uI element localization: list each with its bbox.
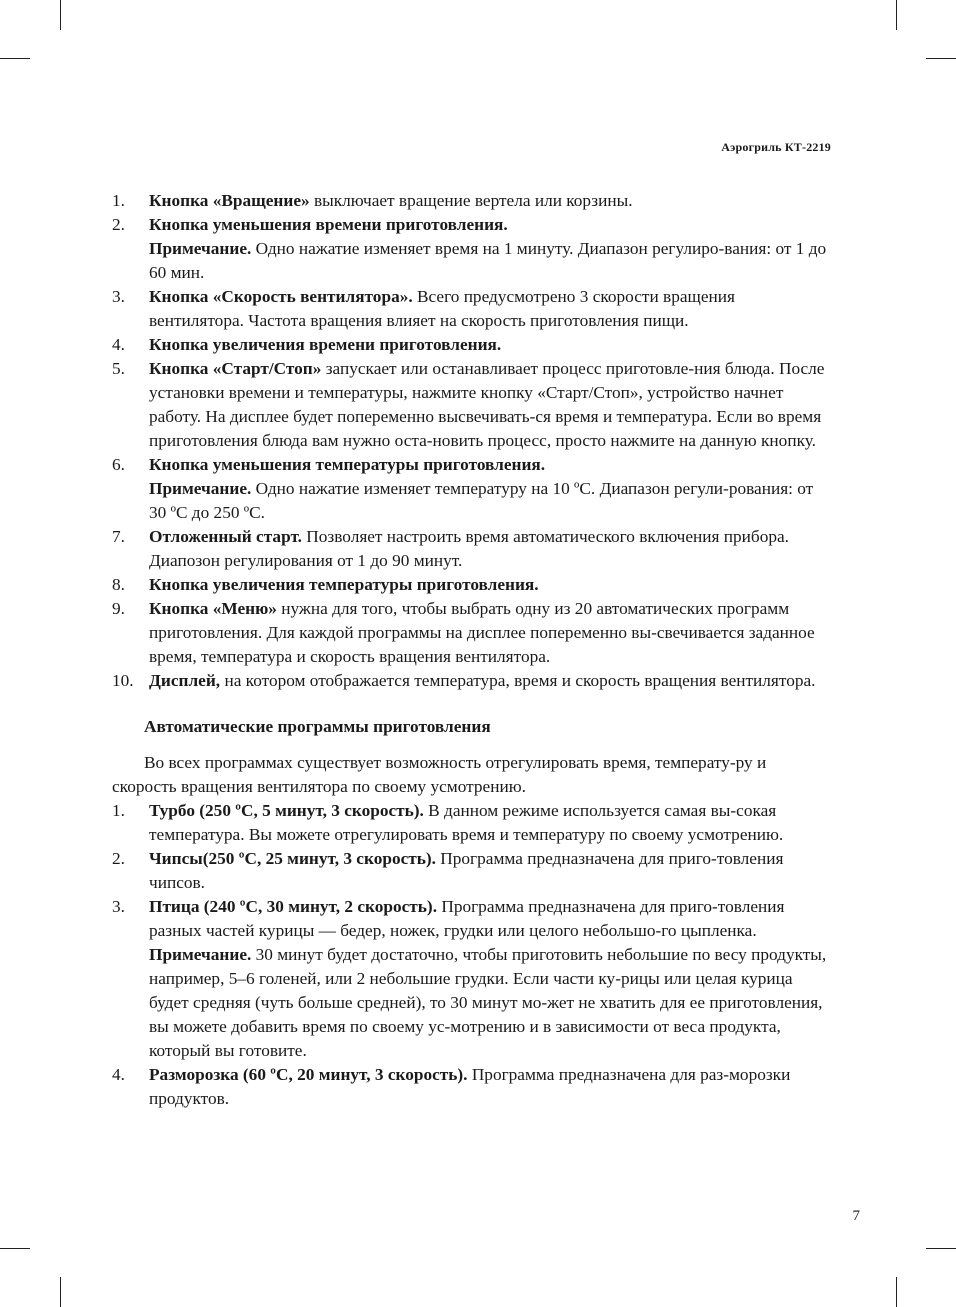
list-item-paragraph [149,189,832,213]
list-item-body [149,213,832,285]
list-item-number: 9. [112,599,125,618]
list-item [112,573,832,597]
list-item-heading: Кнопка «Старт/Стоп» [149,359,322,378]
list-item-text: Всего предусмотрено 3 скорости вращения вентилятора. Частота вращения влияет на скорость приготовления пищи. [149,287,735,330]
list-item-paragraph [149,1063,832,1111]
page-number: 7 [852,1208,860,1224]
note-text: 30 минут будет достаточно, чтобы приготовить небольшие по весу продукты, например, 5–6 голеней, или 2 небольшие грудки. Если части ку-рицы или целая курица будет средняя (чуть больше средней), то 30 минут мо-жет не хватить для ее приготовления, вы можете добавить время по своему ус-мотрению и в зависимости от веса продукта, который вы готовите. [149,945,827,1060]
list-item-paragraph [149,573,832,597]
list-item-number: 3. [112,287,125,306]
list-item-body [149,333,832,357]
note-paragraph [149,237,832,285]
list-item-number: 1. [112,191,125,210]
list-item [112,847,832,895]
list-item-heading: Кнопка увеличения времени приготовления. [149,335,502,354]
list-item-heading: Кнопка уменьшения времени приготовления. [149,215,508,234]
crop-mark [926,1248,956,1249]
list-item-paragraph [149,847,832,895]
list-item-paragraph [149,895,832,943]
list-item-paragraph [149,525,832,573]
list-item [112,333,832,357]
list-item [112,189,832,213]
list-item [112,597,832,669]
list-item-body [149,799,832,847]
list-item-number: 4. [112,1065,125,1084]
list-item-body [149,1063,832,1111]
list-item-heading: Турбо (250 ºС, 5 минут, 3 скорость). [149,801,424,820]
list-item [112,285,832,333]
list-item-body [149,453,832,525]
list-item-heading: Чипсы(250 ºС, 25 минут, 3 скорость). [149,849,436,868]
note-paragraph [149,943,832,1063]
list-item [112,453,832,525]
list-item-text: Программа предназначена для приго-товления чипсов. [149,849,784,892]
list-item-body [149,895,832,1063]
list-item-number: 5. [112,359,125,378]
crop-mark [896,1277,897,1307]
list-item-number: 3. [112,897,125,916]
list-item-heading: Кнопка «Меню» [149,599,277,618]
running-header: Аэрогриль КТ-2219 [721,140,831,154]
list-item-number: 1. [112,801,125,820]
programs-list [112,799,832,1111]
list-item-text: Программа предназначена для раз-морозки продуктов. [149,1065,791,1108]
list-item-paragraph [149,285,832,333]
list-item-body [149,573,832,597]
note-text: Одно нажатие изменяет время на 1 минуту. Диапазон регулиро-вания: от 1 до 60 мин. [149,239,827,282]
list-item-paragraph [149,799,832,847]
list-item [112,799,832,847]
crop-mark [0,1248,30,1249]
list-item-number: 2. [112,849,125,868]
note-label: Примечание. [149,479,252,498]
list-item-body [149,357,832,453]
list-item-paragraph [149,357,832,453]
list-item-paragraph [149,213,832,237]
note-text: Одно нажатие изменяет температуру на 10 ºС. Диапазон регули-рования: от 30 ºС до 250 ºС. [149,479,814,522]
list-item-text: на котором отображается температура, время и скорость вращения вентилятора. [220,671,816,690]
list-item-number: 7. [112,527,125,546]
list-item-text: Программа предназначена для приго-товления разных частей курицы — бедер, ножек, грудки или целого небольшо-го цыпленка. [149,897,785,940]
crop-mark [926,58,956,59]
list-item [112,213,832,285]
crop-mark [896,0,897,30]
list-item-heading: Кнопка «Скорость вентилятора». [149,287,413,306]
note-label: Примечание. [149,239,252,258]
list-item-number: 8. [112,575,125,594]
controls-list [112,189,832,693]
crop-mark [60,1277,61,1307]
list-item [112,669,832,693]
crop-mark [0,58,30,59]
list-item-body [149,285,832,333]
list-item-body [149,189,832,213]
list-item [112,357,832,453]
list-item-paragraph [149,669,832,693]
list-item-body [149,669,832,693]
list-item-number: 2. [112,215,125,234]
section-title: Автоматические программы приготовления [144,717,491,736]
crop-mark [60,0,61,30]
list-item [112,1063,832,1111]
page-content [112,189,832,1111]
list-item-number: 4. [112,335,125,354]
list-item-heading: Кнопка уменьшения температуры приготовления. [149,455,546,474]
note-paragraph [149,477,832,525]
list-item-text: нужна для того, чтобы выбрать одну из 20 автоматических программ приготовления. Для каждой программы на дисплее попеременно вы-свечивается заданное время, температура и скорость вращения вентилятора. [149,599,815,666]
list-item-number: 10. [112,671,134,690]
list-item-body [149,525,832,573]
note-label: Примечание. [149,945,252,964]
list-item-number: 6. [112,455,125,474]
intro-paragraph: Во всех программах существует возможность отрегулировать время, температу-ру и скорость вращения вентилятора по своему усмотрению. [112,753,767,796]
list-item-heading: Кнопка «Вращение» [149,191,310,210]
list-item-text: Позволяет настроить время автоматического включения прибора. Диапозон регулирования от 1 до 90 минут. [149,527,789,570]
list-item-heading: Кнопка увеличения температуры приготовления. [149,575,539,594]
list-item [112,895,832,1063]
list-item-text: В данном режиме используется самая вы-сокая температура. Вы можете отрегулировать время и температуру по своему усмотрению. [149,801,784,844]
list-item-body [149,597,832,669]
list-item-paragraph [149,453,832,477]
list-item-paragraph [149,597,832,669]
list-item-text: выключает вращение вертела или корзины. [309,191,633,210]
list-item-body [149,847,832,895]
list-item-heading: Дисплей, [149,671,221,690]
list-item-paragraph [149,333,832,357]
list-item-heading: Отложенный старт. [149,527,302,546]
list-item [112,525,832,573]
list-item-heading: Разморозка (60 ºС, 20 минут, 3 скорость). [149,1065,468,1084]
list-item-heading: Птица (240 ºС, 30 минут, 2 скорость). [149,897,438,916]
list-item-text: запускает или останавливает процесс приготовле-ния блюда. После установки времени и температуры, нажмите кнопку «Старт/Стоп», устройство начнет работу. На дисплее будет попеременно высвечивать-ся время и температура. Если во время приготовления блюда вам нужно оста-новить процесс, просто нажмите на данную кнопку. [149,359,825,450]
